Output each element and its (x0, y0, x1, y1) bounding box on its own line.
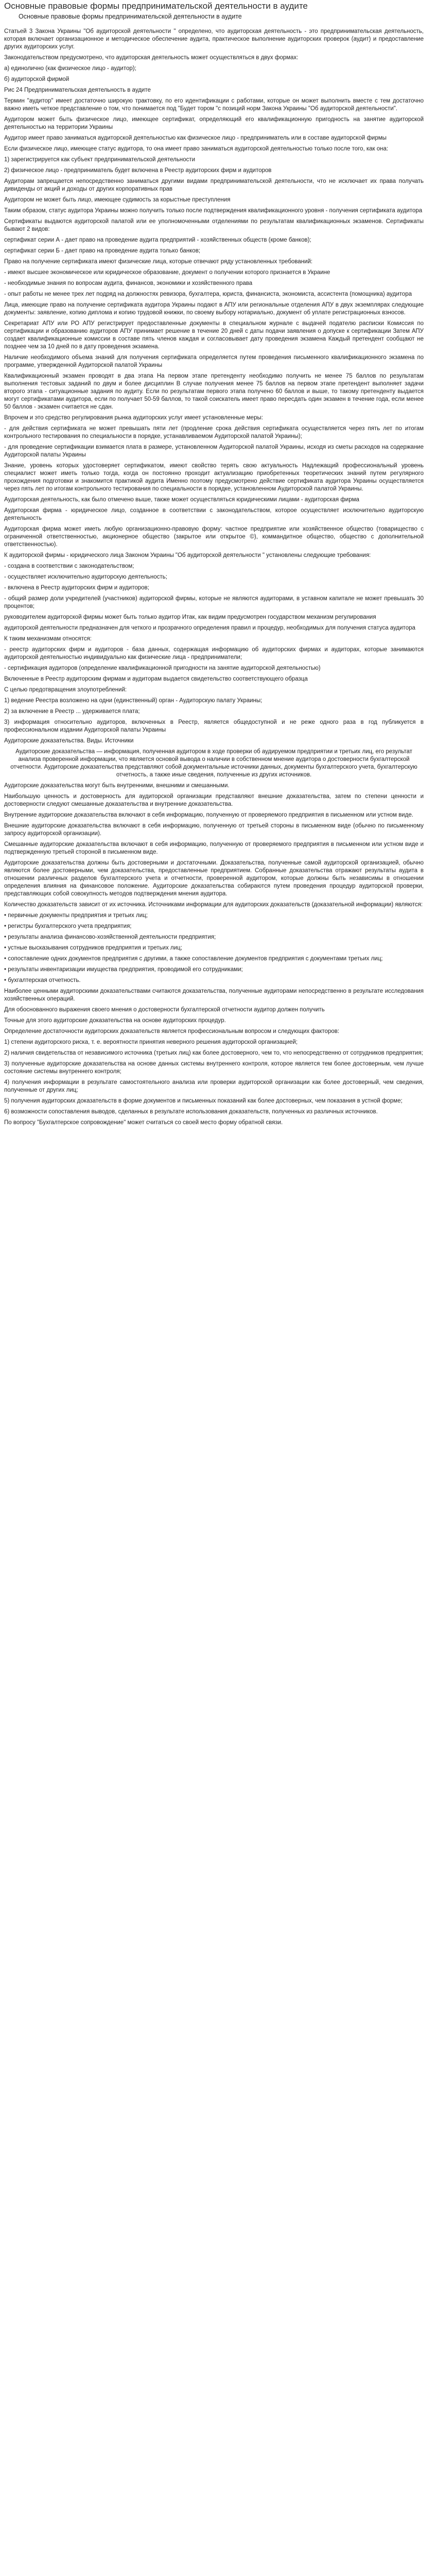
paragraph: 6) возможности сопоставления выводов, сделанных в результате использования доказательств, полученных из различных источников. (4, 1109, 378, 1115)
paragraph: Смешанные аудиторские доказательства включают в себя информацию, полученную от проверяемого предприятия в письменном или устном виде и подтвержденную третьей стороной в письменном виде. (4, 841, 424, 855)
paragraph: Аудитором не может быть лицо, имеющее судимость за корыстные преступления (4, 197, 231, 203)
paragraph: - общий размер доли учредителей (участников) аудиторской фирмы, которые не являются аудиторами, в уставном капитале не может превышать 30 процентов; (4, 596, 424, 609)
paragraph: 2) за включение в Реестр ... удерживается плата; (4, 708, 140, 715)
paragraph: аудиторской деятельности предназначен для четкого и прозрачного определения правил и процедур, необходимых для получения статуса аудитора (4, 625, 415, 631)
paragraph: Наличие необходимого объема знаний для получения сертификата определяется путем проведения письменного квалификационного экзамена по программе, утвержденной Аудиторской палатой Украины (4, 354, 424, 368)
paragraph: • бухгалтерская отчетность. (4, 977, 81, 984)
paragraph: - реестр аудиторских фирм и аудиторов - база данных, содержащая информацию об аудиторских фирмах и аудиторах, которые занимаются аудиторской деятельностью индивидуально как физические лица - предприниматели; (4, 647, 424, 660)
paragraph: Аудиторская деятельность, как было отмечено выше, также может осуществляться юридическими лицами - аудиторская фирма (4, 497, 359, 503)
paragraph: Статьей 3 Закона Украины "Об аудиторской деятельности " определено, что аудиторская деятельность - это предпринимательская деятельность, которая включает организационное и методическое обеспечение аудита, практическое выполнение аудиторских проверок (аудит) и предоставление других аудиторских услуг. (4, 28, 424, 50)
paragraph: 1) ведение Реестра возложено на одни (единственный) орган - Аудиторскую палату Украины; (4, 698, 263, 704)
paragraph: Аудиторские доказательства могут быть внутренними, внешними и смешанными. (4, 783, 230, 789)
paragraph: Наибольшую ценность и достоверность для аудиторской организации представляют внешние доказательства, затем по степени ценности и достоверности следуют смешанные доказательства и внутренние доказательства. (4, 793, 424, 807)
paragraph: Рис 24 Предпринимательская деятельность в аудите (4, 87, 151, 93)
paragraph: Сертификаты выдаются аудиторской палатой или ее уполномоченными отделениями по результатам квалификационных экзаменов. Сертификаты бывают 2 видов: (4, 218, 424, 232)
paragraph: 2) наличия свидетельства от независимого источника (третьих лиц) как более достоверного, чем то, что непосредственно от сотрудников предприятия; (4, 1050, 423, 1056)
paragraph: Квалификационный экзамен проводят в два этапа На первом этапе претенденту необходимо получить не менее 75 баллов по результатам выполнения тестовых заданий по двум и более дисциплин В случае получения менее 75 баллов на первом этапе претендент выполняет задачи второго этапа - ситуационные задания по аудиту. Если по результатам первого этапа получено 60 баллов и выше, то такому претенденту выдается могут сертификатами аудитора, если по получает 50-59 баллов, то такой соискатель имеет право пересдать один экзамен в течение года, если менее 50 баллов - экзамен считается не сдан. (4, 373, 424, 410)
paragraph: Включенные в Реестр аудиторским фирмам и аудиторам выдается свидетельство соответствующего образца (4, 676, 308, 682)
page-subtitle: Основные правовые формы предпринимательской деятельности в аудите (19, 13, 242, 20)
paragraph: 2) физическое лицо - предприниматель будет включена в Реестр аудиторских фирм и аудиторов (4, 167, 272, 174)
paragraph: 3) полученные аудиторские доказательства на основе данных системы внутреннего контроля, которое является тем более достоверным, чем лучше состояние системы внутреннего контроля; (4, 1061, 424, 1075)
paragraph: Право на получение сертификата имеют физические лица, которые отвечают ряду установленных требований: (4, 259, 313, 265)
paragraph: 4) получения информации в результате самостоятельного анализа или проверки аудиторской организации как более достоверный, чем сведения, полученные от других лиц; (4, 1079, 424, 1093)
paragraph: Таким образом, статус аудитора Украины можно получить только после подтверждения квалификационного уровня - получения сертификата аудитора (4, 208, 423, 214)
paragraph: Знание, уровень которых удостоверяет сертификатом, имеют свойство терять свою актуальность Надлежащий профессиональный уровень специалист может иметь только тогда, когда он постоянно проходит актуализацию приобретенных теоретических знаний путем регулярного прохождения подготовки и знакомится практикой аудита Именно поэтому предусмотрено действие сертификата аудитора Украины осуществляется через пять лет по итогам контрольного тестирования по специальности в порядке, установленном Аудиторской палатой Украины. (4, 463, 424, 492)
paragraph: Законодательством предусмотрено, что аудиторская деятельность может осуществляться в двух формах: (4, 55, 299, 61)
paragraph: сертификат серии Б - дает право на проведение аудита только банков; (4, 248, 200, 254)
article-body (4, 28, 424, 1127)
paragraph: Для обоснованного выражения своего мнения о достоверности бухгалтерской отчетности аудитор должен получить (4, 1007, 325, 1013)
paragraph: • устные высказывания сотрудников предприятия и третьих лиц; (4, 945, 182, 951)
paragraph: - включена в Реестр аудиторских фирм и аудиторов; (4, 585, 149, 591)
paragraph: - осуществляет исключительно аудиторскую деятельность; (4, 574, 167, 580)
paragraph: Аудиторские доказательства — информация, полученная аудитором в ходе проверки об аудируемом предприятии и третьих лиц, его результат анализа проверенной информации, что является основой вывода о наличии в собственном мнение аудитора о достоверности бухгалтерской отчетности. Аудиторские доказательства представляют собой документальные источники данных, документы бухгалтерского учета, бухгалтерскую отчетность, а также иные сведения, полученные из других источников. (10, 749, 417, 778)
paragraph: К таким механизмам относятся: (4, 636, 92, 642)
paragraph: - сертификация аудиторов (определение квалификационной пригодности на занятие аудиторской деятельностью) (4, 665, 321, 671)
paragraph: Впрочем и это средство регулирования рынка аудиторских услуг имеет установленные меры: (4, 415, 263, 421)
paragraph: 3) информация относительно аудиторов, включенных в Реестр, является общедоступной и не реже одного раза в год публикуется в профессиональном издании Аудиторской палаты Украины (4, 719, 424, 733)
paragraph: Аудитором может быть физическое лицо, имеющее сертификат, определяющий его квалификационную пригодность на занятие аудиторской деятельностью на территории Украины (4, 116, 424, 130)
paragraph: Аудиторская фирма - юридическое лицо, созданное в соответствии с законодательством, которое осуществляет исключительно аудиторскую деятельность (4, 507, 424, 521)
paragraph: Внутренние аудиторские доказательства включают в себя информацию, полученную от проверяемого предприятия в письменном или устном виде. (4, 812, 413, 818)
paragraph: • сопоставление одних документов предприятия с другими, а также сопоставление документов предприятия с документами третьих лиц; (4, 956, 383, 962)
paragraph: • регистры бухгалтерского учета предприятия; (4, 923, 132, 929)
paragraph: Аудиторские доказательства. Виды. Источники (4, 738, 134, 744)
paragraph: 1) зарегистрируется как субъект предпринимательской деятельности (4, 157, 195, 163)
paragraph: руководителем аудиторской фирмы может быть только аудитор Итак, как видим предусмотрен государством механизм регулирования (4, 614, 376, 620)
paragraph: - для действия сертификата не может превышать пяти лет (продление срока действия сертификата осуществляется через пять лет по итогам контрольного тестирования по специальности в порядке, устанавливаемом Аудиторской палатой Украины); (4, 426, 424, 439)
paragraph: а) единолично (как физическое лицо - аудитор); (4, 65, 136, 72)
paragraph: По вопросу "Бухгалтерское сопровождение" может считаться со своей место форму обратной связи. (4, 1120, 283, 1126)
paragraph: - для проведение сертификации взимается плата в размере, установленном Аудиторской палатой Украины, исходя из сметы расходов на содержание Аудиторской палаты Украины (4, 444, 424, 458)
paragraph: Аудиторская фирма может иметь любую организационно-правовую форму: частное предприятие или хозяйственное общество (товарищество с ограниченной ответственностью, акционерное общество (закрытое или открытое ©), коммандитное общество, общество с дополнительной ответственностью). (4, 526, 424, 548)
paragraph: 5) получения аудиторских доказательств в форме документов и письменных показаний как более достоверных, чем показания в устной форме; (4, 1098, 403, 1104)
paragraph: Если физическое лицо, имеющее статус аудитора, то она имеет право заниматься аудиторской деятельностью только после того, как она: (4, 146, 389, 152)
paragraph: Определение достаточности аудиторских доказательств является профессиональным вопросом и следующих факторов: (4, 1028, 340, 1035)
page-title: Основные правовые формы предпринимательской деятельности в аудите (4, 1, 308, 11)
paragraph: Лица, имеющие право на получение сертификата аудитора Украины подают в АПУ или региональные отделения АПУ в двух экземплярах следующие документы: заявление, копию диплома и копию трудовой книжки, по своему выбору нотариально, документ об уплате регистрационных взносов. (4, 302, 424, 316)
paragraph: • первичные документы предприятия и третьих лиц; (4, 912, 148, 919)
paragraph: - необходимые знания по вопросам аудита, финансов, экономики и хозяйственного права (4, 280, 253, 286)
paragraph: 1) степени аудиторского риска, т. е. вероятности принятия неверного решения аудиторской организацией; (4, 1039, 298, 1045)
paragraph: - создана в соответствии с законодательством; (4, 563, 134, 569)
paragraph: К аудиторской фирмы - юридического лица Законом Украины "Об аудиторской деятельности " установлены следующие требования: (4, 552, 371, 558)
paragraph: б) аудиторской фирмой (4, 76, 69, 82)
paragraph: Наиболее ценными аудиторскими доказательствами считаются доказательства, полученные аудиторами непосредственно в результате исследования хозяйственных операций. (4, 988, 424, 1002)
article (0, 0, 428, 1135)
paragraph: - опыт работы не менее трех лет подряд на должностях ревизора, бухгалтера, юриста, финансиста, экономиста, ассистента (помощника) аудитора (4, 291, 412, 297)
paragraph: • результаты инвентаризации имущества предприятия, проводимой его сотрудниками; (4, 967, 243, 973)
paragraph: С целью предотвращения злоупотреблений: (4, 687, 127, 693)
paragraph: Аудиторские доказательства должны быть достоверными и достаточными. Доказательства, полученные самой аудиторской организацией, обычно являются более достоверными, чем доказательства, предоставленные предприятием. Собранные доказательства отражают результаты аудита в отношении различных разделов бухгалтерского учета и отчетности, проверенной аудитором, которые должны быть независимы в отношении определения влияния на финансовое положение. Аудиторские доказательства собираются путем проведения процедур аудиторской проверки, представляющих собой совокупность методов подтверждения мнения аудитора. (4, 860, 424, 897)
paragraph: Аудиторам запрещается непосредственно заниматься другими видами предпринимательской деятельности, что не исключает их права получать дивиденды от акций и доходы от других корпоративных прав (4, 178, 424, 192)
paragraph: • результаты анализа финансово-хозяйственной деятельности предприятия; (4, 934, 216, 940)
paragraph: Аудитор имеет право заниматься аудиторской деятельностью как физическое лицо - предприниматель или в составе аудиторской фирмы (4, 135, 387, 141)
paragraph: Секретариат АПУ или РО АПУ регистрирует предоставленные документы в специальном журнале с выдачей подателю расписки Комиссия по сертификации и образованию аудиторов АПУ принимает решение в течение 20 дней с даты подачи заявления о допуске к сертификации Затем АПУ создает квалификационные комиссии в составе пять членов каждая и согласовывает дату проведения экзамена Каждый претендент сообщают не позднее чем за 10 дней по в дату проведения экзамена. (4, 320, 424, 350)
paragraph: - имеют высшее экономическое или юридическое образование, документ о получении которого признается в Украине (4, 269, 330, 276)
paragraph: Количество доказательств зависит от их источника. Источниками информации для аудиторских доказательств (доказательной информации) являются: (4, 902, 423, 908)
paragraph: сертификат серии А - дает право на проведение аудита предприятий - хозяйственных обществ (кроме банков); (4, 237, 311, 243)
paragraph: Внешние аудиторские доказательства включают в себя информацию, полученную от третьей стороны в письменном виде (обычно по письменному запросу аудиторской организации). (4, 823, 424, 837)
paragraph: Точные для этого аудиторские доказательства на основе аудиторских процедур. (4, 1018, 226, 1024)
paragraph: Термин "аудитор" имеет достаточно широкую трактовку, по его идентификации с работами, которые он может выполнить вместе с тем достаточно важно иметь четкое представление о том, что понимается под "Будет тором "с позиций норм Закона Украины "Об аудиторской деятельности". (4, 98, 424, 112)
